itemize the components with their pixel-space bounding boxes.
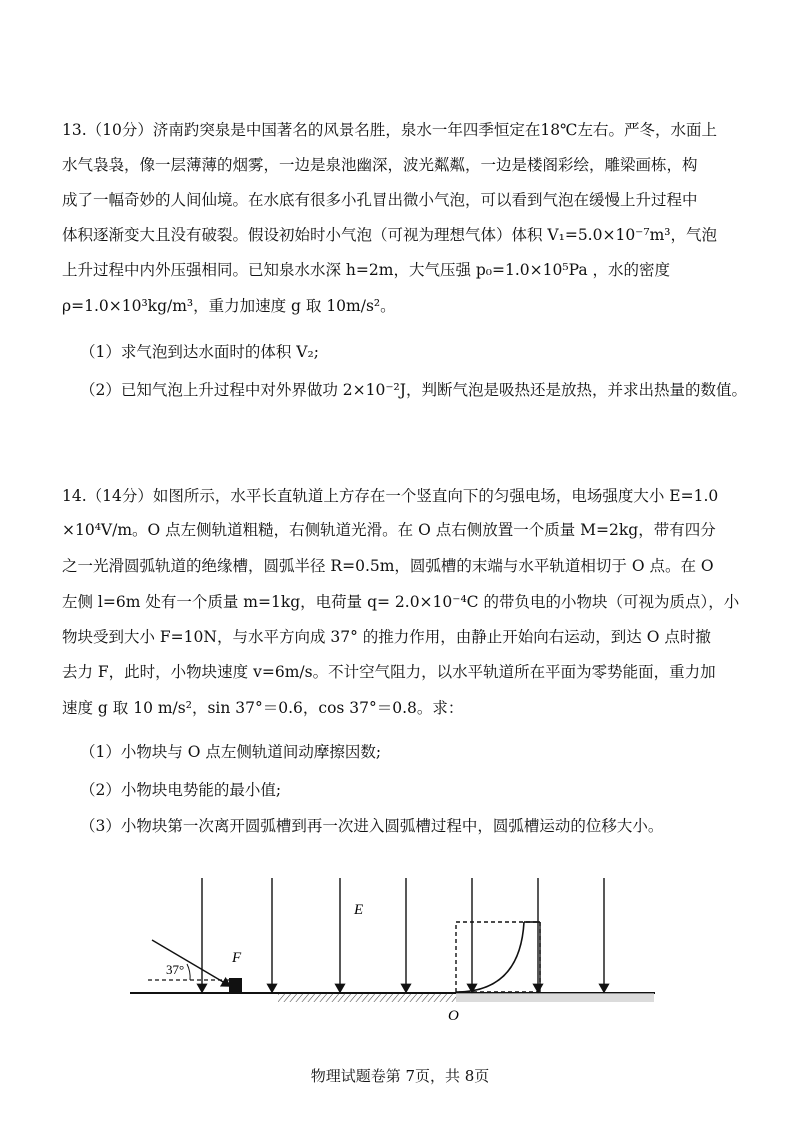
- page-footer: 物理试题卷第 7页，共 8页: [310, 1067, 490, 1085]
- q14-line-2: ×10⁴V/m。O 点左侧轨道粗糙，右侧轨道光滑。在 O 点右侧放置一个质量 M=2kg，带有四分: [62, 521, 716, 539]
- q13-line-1: 13.（10分）济南趵突泉是中国著名的风景名胜，泉水一年四季恒定在18℃左右。严冬，水面上: [62, 121, 717, 139]
- force-line: [152, 940, 230, 986]
- q13-line-5: 上升过程中内外压强相同。已知泉水水深 h=2m，大气压强 p₀=1.0×10⁵Pa ，水的密度: [62, 261, 670, 279]
- q14-line-1: 14.（14分）如图所示，水平长直轨道上方存在一个竖直向下的匀强电场，电场强度大小 E=1.0: [62, 487, 719, 505]
- q14-line-4: 左侧 l=6m 处有一个质量 m=1kg，电荷量 q= 2.0×10⁻⁴C 的带负电的小物块（可视为质点），小: [62, 593, 740, 611]
- point-label-O: O: [448, 1008, 459, 1024]
- q13-line-6: ρ=1.0×10³kg/m³，重力加速度 g 取 10m/s²。: [62, 297, 396, 315]
- q13-line-3: 成了一幅奇妙的人间仙境。在水底有很多小孔冒出微小气泡，可以看到气泡在缓慢上升过程中: [62, 191, 698, 209]
- force-label-F: F: [232, 950, 242, 966]
- q14-line-6: 去力 F，此时，小物块速度 v=6m/s。不计空气阻力，以水平轨道所在平面为零势能面，重力加: [62, 663, 716, 681]
- q13-subquestion-2: （2）已知气泡上升过程中对外界做功 2×10⁻²J，判断气泡是吸热还是放热，并求出热量的数值。: [80, 381, 747, 399]
- small-block: [229, 978, 242, 992]
- q13-line-4: 体积逐渐变大且没有破裂。假设初始时小气泡（可视为理想气体）体积 V₁=5.0×10⁻⁷m³，气泡: [62, 226, 717, 244]
- q13-subquestion-1: （1）求气泡到达水面时的体积 V₂;: [80, 343, 319, 361]
- field-label-E: E: [354, 902, 364, 918]
- q14-subquestion-1: （1）小物块与 O 点左侧轨道间动摩擦因数;: [80, 743, 382, 761]
- angle-arc: [187, 964, 190, 980]
- rough-track-hatch: [278, 993, 456, 1002]
- angle-label: 37°: [166, 962, 185, 977]
- q14-line-5: 物块受到大小 F=10N，与水平方向成 37° 的推力作用，由静止开始向右运动，到达 O 点时撤: [62, 628, 711, 646]
- q13-line-2: 水气袅袅，像一层薄薄的烟雾，一边是泉池幽深，波光粼粼，一边是楼阁彩绘，雕梁画栋，构: [62, 156, 698, 174]
- q14-subquestion-3: （3）小物块第一次离开圆弧槽到再一次进入圆弧槽过程中，圆弧槽运动的位移大小。: [80, 817, 664, 835]
- q14-line-3: 之一光滑圆弧轨道的绝缘槽，圆弧半径 R=0.5m，圆弧槽的末端与水平轨道相切于 O 点。在 O: [62, 557, 714, 575]
- groove-arc: [456, 922, 524, 992]
- q14-line-7: 速度 g 取 10 m/s²，sin 37°＝0.6，cos 37°＝0.8。求：: [62, 699, 464, 717]
- figure-diagram: [0, 868, 800, 1048]
- smooth-track-hatch: [456, 993, 654, 1002]
- q14-subquestion-2: （2）小物块电势能的最小值;: [80, 781, 282, 799]
